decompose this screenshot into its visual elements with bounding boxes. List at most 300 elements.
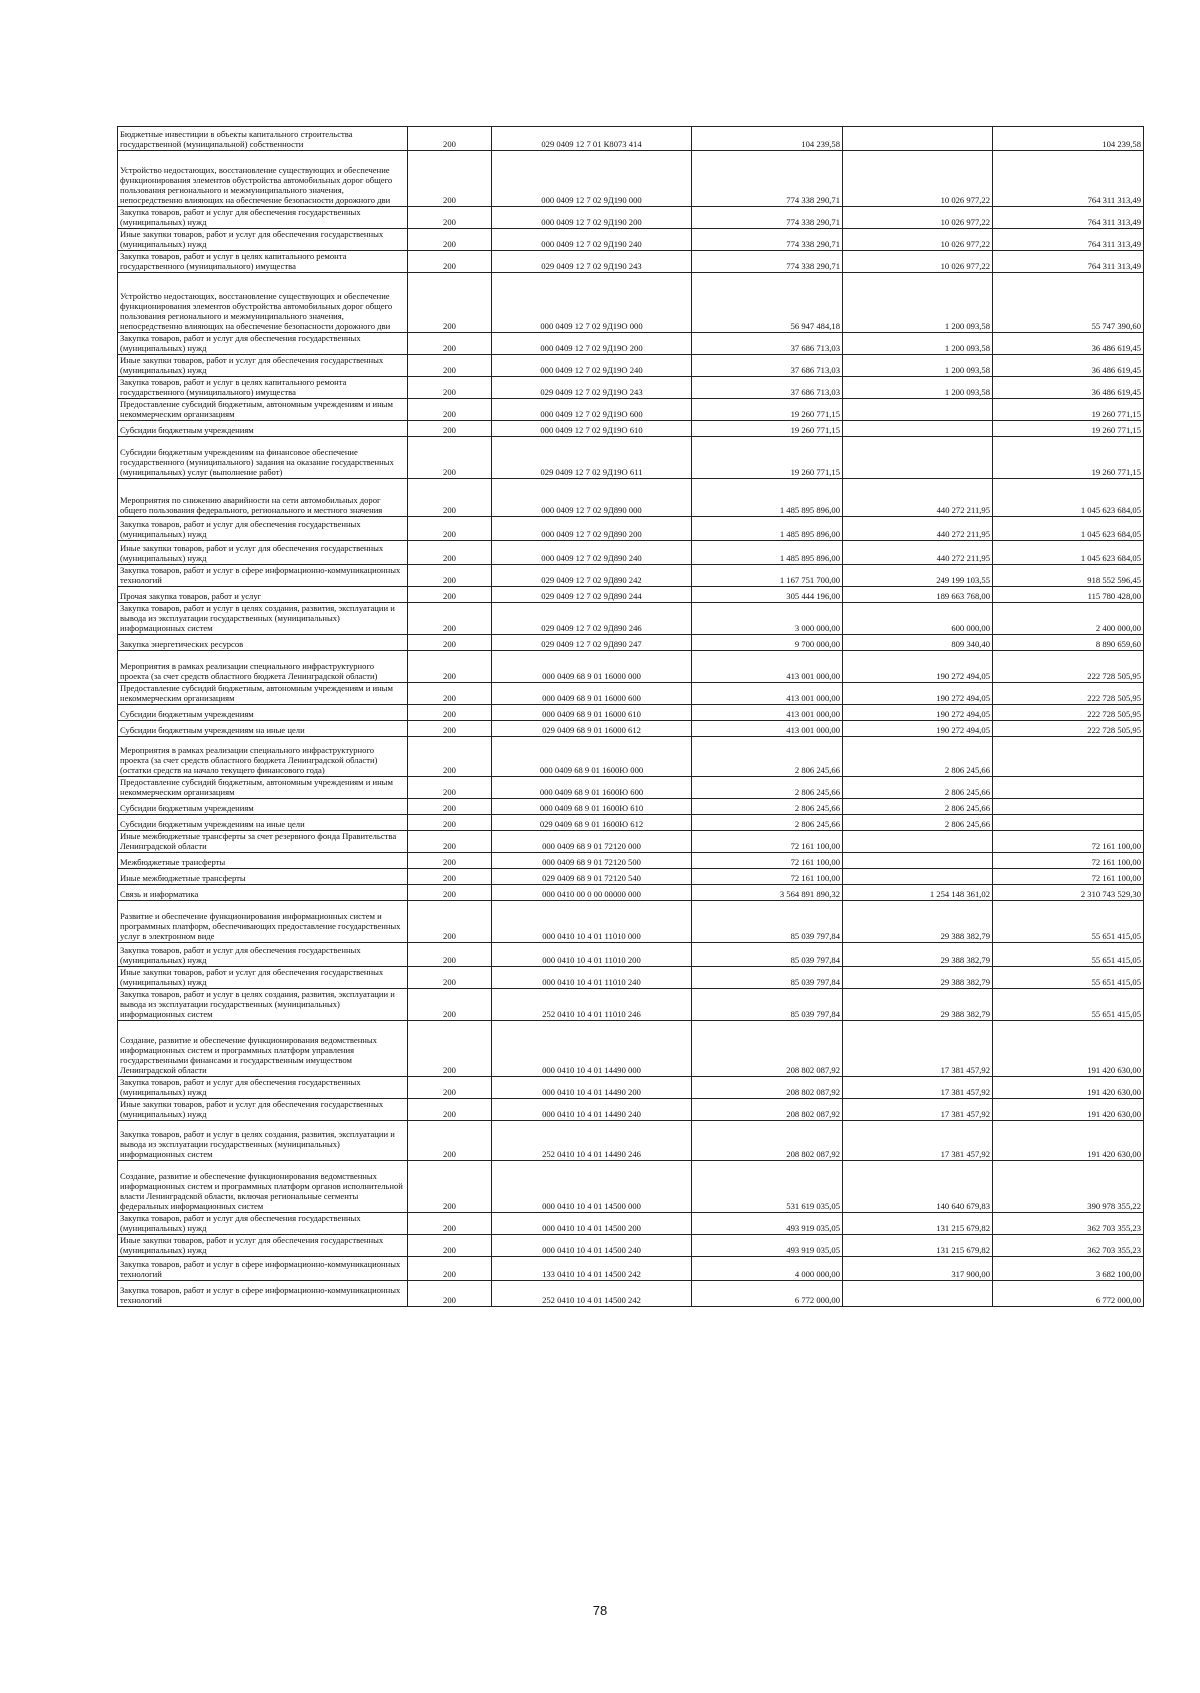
table-row: [118, 1235, 1144, 1257]
row-budget-code: 000 0409 12 7 02 9Д190 240: [492, 229, 692, 251]
row-name: Иные закупки товаров, работ и услуг для обеспечения государственных (муниципальных) нужд: [118, 355, 408, 377]
row-approved-amount: 2 806 245,66: [692, 799, 843, 815]
row-name: Закупка товаров, работ и услуг в целях создания, развития, эксплуатации и вывода из эксплуатации государственных (муниципальных) информационных систем: [118, 603, 408, 635]
table-row: [118, 273, 1144, 333]
row-line-code: 200: [408, 869, 492, 885]
table-row: [118, 1021, 1144, 1077]
row-approved-amount: 1 485 895 896,00: [692, 541, 843, 565]
table-row: [118, 587, 1144, 603]
row-budget-code: 000 0410 10 4 01 14500 240: [492, 1235, 692, 1257]
row-name: Субсидии бюджетным учреждениям: [118, 421, 408, 437]
row-name: Создание, развитие и обеспечение функционирования ведомственных информационных систем и программных платформ управления государственными финансами и государственным имуществом Ленинградской области: [118, 1021, 408, 1077]
row-executed-amount: 2 806 245,66: [843, 799, 993, 815]
row-line-code: 200: [408, 683, 492, 705]
row-executed-amount: 440 272 211,95: [843, 541, 993, 565]
row-budget-code: 000 0409 12 7 02 9Д190 000: [492, 151, 692, 207]
row-line-code: 200: [408, 967, 492, 989]
table-row: [118, 229, 1144, 251]
row-remaining-amount: 6 772 000,00: [993, 1281, 1144, 1307]
row-budget-code: 000 0409 68 9 01 72120 000: [492, 831, 692, 853]
row-approved-amount: 4 000 000,00: [692, 1257, 843, 1281]
row-name: Закупка товаров, работ и услуг в целях капитального ремонта государственного (муниципального) имущества: [118, 377, 408, 399]
row-executed-amount: 1 254 148 361,02: [843, 885, 993, 901]
table-row: [118, 437, 1144, 479]
table-row: [118, 479, 1144, 517]
row-name: Мероприятия в рамках реализации специального инфраструктурного проекта (за счет средств областного бюджета Ленинградской области): [118, 651, 408, 683]
table-row: [118, 333, 1144, 355]
row-remaining-amount: 72 161 100,00: [993, 831, 1144, 853]
row-name: Связь и информатика: [118, 885, 408, 901]
row-remaining-amount: 1 045 623 684,05: [993, 517, 1144, 541]
table-row: [118, 251, 1144, 273]
row-remaining-amount: 918 552 596,45: [993, 565, 1144, 587]
row-executed-amount: 317 900,00: [843, 1257, 993, 1281]
budget-execution-table: [117, 126, 1144, 1307]
row-line-code: 200: [408, 1121, 492, 1161]
row-remaining-amount: 19 260 771,15: [993, 437, 1144, 479]
row-approved-amount: 72 161 100,00: [692, 869, 843, 885]
row-remaining-amount: 55 651 415,05: [993, 989, 1144, 1021]
row-budget-code: 000 0410 00 0 00 00000 000: [492, 885, 692, 901]
row-name: Предоставление субсидий бюджетным, автономным учреждениям и иным некоммерческим организациям: [118, 399, 408, 421]
row-line-code: 200: [408, 151, 492, 207]
row-remaining-amount: 764 311 313,49: [993, 151, 1144, 207]
table-row: [118, 737, 1144, 777]
row-name: Иные межбюджетные трансферты: [118, 869, 408, 885]
row-approved-amount: 9 700 000,00: [692, 635, 843, 651]
row-budget-code: 000 0409 12 7 02 9Д890 200: [492, 517, 692, 541]
row-approved-amount: 774 338 290,71: [692, 151, 843, 207]
row-budget-code: 000 0410 10 4 01 11010 000: [492, 901, 692, 943]
row-line-code: 200: [408, 229, 492, 251]
table-row: [118, 683, 1144, 705]
row-name: Закупка товаров, работ и услуг для обеспечения государственных (муниципальных) нужд: [118, 517, 408, 541]
row-executed-amount: 131 215 679,82: [843, 1235, 993, 1257]
row-budget-code: 029 0409 68 9 01 1600Ю 612: [492, 815, 692, 831]
row-executed-amount: 29 388 382,79: [843, 901, 993, 943]
table-row: [118, 815, 1144, 831]
row-remaining-amount: 2 310 743 529,30: [993, 885, 1144, 901]
row-budget-code: 000 0409 68 9 01 72120 500: [492, 853, 692, 869]
row-name: Иные закупки товаров, работ и услуг для обеспечения государственных (муниципальных) нужд: [118, 229, 408, 251]
row-approved-amount: 774 338 290,71: [692, 251, 843, 273]
row-line-code: 200: [408, 1281, 492, 1307]
row-line-code: 200: [408, 377, 492, 399]
row-name: Иные закупки товаров, работ и услуг для обеспечения государственных (муниципальных) нужд: [118, 1235, 408, 1257]
row-name: Субсидии бюджетным учреждениям: [118, 799, 408, 815]
row-remaining-amount: 104 239,58: [993, 127, 1144, 151]
row-executed-amount: [843, 831, 993, 853]
row-executed-amount: 17 381 457,92: [843, 1021, 993, 1077]
row-approved-amount: 493 919 035,05: [692, 1213, 843, 1235]
row-remaining-amount: 222 728 505,95: [993, 705, 1144, 721]
table-row: [118, 705, 1144, 721]
table-row: [118, 799, 1144, 815]
row-budget-code: 000 0409 12 7 02 9Д19О 240: [492, 355, 692, 377]
row-remaining-amount: 191 420 630,00: [993, 1099, 1144, 1121]
row-line-code: 200: [408, 421, 492, 437]
row-approved-amount: 413 001 000,00: [692, 683, 843, 705]
row-executed-amount: 2 806 245,66: [843, 777, 993, 799]
row-executed-amount: 10 026 977,22: [843, 207, 993, 229]
row-budget-code: 000 0409 12 7 02 9Д19О 610: [492, 421, 692, 437]
row-executed-amount: [843, 1281, 993, 1307]
row-approved-amount: 208 802 087,92: [692, 1021, 843, 1077]
row-approved-amount: 413 001 000,00: [692, 651, 843, 683]
row-remaining-amount: 222 728 505,95: [993, 651, 1144, 683]
row-approved-amount: 19 260 771,15: [692, 399, 843, 421]
row-remaining-amount: 222 728 505,95: [993, 721, 1144, 737]
row-name: Предоставление субсидий бюджетным, автономным учреждениям и иным некоммерческим организациям: [118, 683, 408, 705]
row-executed-amount: 17 381 457,92: [843, 1077, 993, 1099]
row-budget-code: 252 0410 10 4 01 14490 246: [492, 1121, 692, 1161]
row-budget-code: 000 0410 10 4 01 14490 000: [492, 1021, 692, 1077]
row-line-code: 200: [408, 273, 492, 333]
row-executed-amount: 10 026 977,22: [843, 251, 993, 273]
row-budget-code: 000 0409 68 9 01 16000 000: [492, 651, 692, 683]
table-row: [118, 421, 1144, 437]
row-executed-amount: 190 272 494,05: [843, 651, 993, 683]
row-budget-code: 000 0409 12 7 02 9Д19О 600: [492, 399, 692, 421]
row-name: Иные закупки товаров, работ и услуг для обеспечения государственных (муниципальных) нужд: [118, 541, 408, 565]
row-remaining-amount: 36 486 619,45: [993, 377, 1144, 399]
row-executed-amount: 1 200 093,58: [843, 333, 993, 355]
row-remaining-amount: 55 651 415,05: [993, 901, 1144, 943]
row-approved-amount: 56 947 484,18: [692, 273, 843, 333]
row-remaining-amount: 55 651 415,05: [993, 943, 1144, 967]
row-remaining-amount: 1 045 623 684,05: [993, 479, 1144, 517]
row-executed-amount: 190 272 494,05: [843, 705, 993, 721]
row-name: Закупка товаров, работ и услуг в целях создания, развития, эксплуатации и вывода из эксплуатации государственных (муниципальных) информационных систем: [118, 1121, 408, 1161]
row-approved-amount: 3 000 000,00: [692, 603, 843, 635]
row-remaining-amount: 36 486 619,45: [993, 355, 1144, 377]
row-remaining-amount: 115 780 428,00: [993, 587, 1144, 603]
table-row: [118, 1121, 1144, 1161]
row-line-code: 200: [408, 885, 492, 901]
row-budget-code: 000 0409 68 9 01 16000 610: [492, 705, 692, 721]
row-line-code: 200: [408, 479, 492, 517]
row-approved-amount: 37 686 713,03: [692, 377, 843, 399]
row-approved-amount: 208 802 087,92: [692, 1077, 843, 1099]
table-row: [118, 355, 1144, 377]
row-budget-code: 000 0410 10 4 01 14490 240: [492, 1099, 692, 1121]
table-row: [118, 1213, 1144, 1235]
row-remaining-amount: 362 703 355,23: [993, 1213, 1144, 1235]
row-name: Развитие и обеспечение функционирования информационных систем и программных платформ, обеспечивающих предоставление государственных услуг в электронном виде: [118, 901, 408, 943]
row-name: Закупка товаров, работ и услуг для обеспечения государственных (муниципальных) нужд: [118, 1077, 408, 1099]
row-name: Межбюджетные трансферты: [118, 853, 408, 869]
row-budget-code: 029 0409 12 7 02 9Д890 244: [492, 587, 692, 603]
budget-table-body: [118, 127, 1144, 1307]
row-executed-amount: [843, 421, 993, 437]
row-line-code: 200: [408, 799, 492, 815]
row-line-code: 200: [408, 1021, 492, 1077]
row-remaining-amount: 764 311 313,49: [993, 251, 1144, 273]
row-remaining-amount: 764 311 313,49: [993, 207, 1144, 229]
table-row: [118, 207, 1144, 229]
row-line-code: 200: [408, 251, 492, 273]
row-name: Закупка товаров, работ и услуг в сфере информационно-коммуникационных технологий: [118, 1257, 408, 1281]
row-line-code: 200: [408, 635, 492, 651]
row-line-code: 200: [408, 1077, 492, 1099]
row-name: Иные закупки товаров, работ и услуг для обеспечения государственных (муниципальных) нужд: [118, 1099, 408, 1121]
row-approved-amount: 19 260 771,15: [692, 437, 843, 479]
row-approved-amount: 72 161 100,00: [692, 853, 843, 869]
row-line-code: 200: [408, 989, 492, 1021]
row-name: Устройство недостающих, восстановление существующих и обеспечение функционирования элементов обустройства автомобильных дорог общего пользования регионального и межмуниципального значения, непосредственно влияющих на обеспечение безопасности дорожного дви: [118, 151, 408, 207]
row-approved-amount: 37 686 713,03: [692, 333, 843, 355]
row-approved-amount: 2 806 245,66: [692, 777, 843, 799]
row-remaining-amount: [993, 737, 1144, 777]
row-approved-amount: 413 001 000,00: [692, 705, 843, 721]
row-remaining-amount: 191 420 630,00: [993, 1077, 1144, 1099]
row-line-code: 200: [408, 1235, 492, 1257]
row-name: Субсидии бюджетным учреждениям: [118, 705, 408, 721]
row-remaining-amount: 72 161 100,00: [993, 853, 1144, 869]
row-approved-amount: 1 167 751 700,00: [692, 565, 843, 587]
row-line-code: 200: [408, 815, 492, 831]
row-approved-amount: 2 806 245,66: [692, 815, 843, 831]
row-executed-amount: 10 026 977,22: [843, 229, 993, 251]
row-approved-amount: 1 485 895 896,00: [692, 479, 843, 517]
row-executed-amount: 189 663 768,00: [843, 587, 993, 603]
row-remaining-amount: 72 161 100,00: [993, 869, 1144, 885]
row-approved-amount: 104 239,58: [692, 127, 843, 151]
row-approved-amount: 37 686 713,03: [692, 355, 843, 377]
row-executed-amount: 140 640 679,83: [843, 1161, 993, 1213]
row-line-code: 200: [408, 1099, 492, 1121]
row-line-code: 200: [408, 333, 492, 355]
row-executed-amount: 1 200 093,58: [843, 273, 993, 333]
row-budget-code: 000 0410 10 4 01 11010 240: [492, 967, 692, 989]
row-budget-code: 252 0410 10 4 01 14500 242: [492, 1281, 692, 1307]
row-budget-code: 133 0410 10 4 01 14500 242: [492, 1257, 692, 1281]
table-row: [118, 635, 1144, 651]
row-approved-amount: 493 919 035,05: [692, 1235, 843, 1257]
row-approved-amount: 19 260 771,15: [692, 421, 843, 437]
row-budget-code: 000 0409 68 9 01 16000 600: [492, 683, 692, 705]
table-row: [118, 1161, 1144, 1213]
table-row: [118, 517, 1144, 541]
row-line-code: 200: [408, 853, 492, 869]
row-name: Иные закупки товаров, работ и услуг для обеспечения государственных (муниципальных) нужд: [118, 967, 408, 989]
row-line-code: 200: [408, 651, 492, 683]
row-executed-amount: 600 000,00: [843, 603, 993, 635]
row-remaining-amount: 2 400 000,00: [993, 603, 1144, 635]
row-name: Закупка товаров, работ и услуг в целях создания, развития, эксплуатации и вывода из эксплуатации государственных (муниципальных) информационных систем: [118, 989, 408, 1021]
row-name: Субсидии бюджетным учреждениям на иные цели: [118, 815, 408, 831]
row-executed-amount: 190 272 494,05: [843, 683, 993, 705]
row-name: Бюджетные инвестиции в объекты капитального строительства государственной (муниципальной) собственности: [118, 127, 408, 151]
row-name: Предоставление субсидий бюджетным, автономным учреждениям и иным некоммерческим организациям: [118, 777, 408, 799]
row-budget-code: 029 0409 12 7 02 9Д890 246: [492, 603, 692, 635]
row-name: Субсидии бюджетным учреждениям на финансовое обеспечение государственного (муниципального) задания на оказание государственных (муниципальных) услуг (выполнение работ): [118, 437, 408, 479]
row-executed-amount: 249 199 103,55: [843, 565, 993, 587]
row-budget-code: 000 0409 12 7 02 9Д190 200: [492, 207, 692, 229]
table-row: [118, 885, 1144, 901]
row-approved-amount: 531 619 035,05: [692, 1161, 843, 1213]
row-approved-amount: 85 039 797,84: [692, 901, 843, 943]
row-executed-amount: 2 806 245,66: [843, 815, 993, 831]
row-line-code: 200: [408, 517, 492, 541]
row-line-code: 200: [408, 603, 492, 635]
table-row: [118, 399, 1144, 421]
row-budget-code: 000 0409 68 9 01 1600Ю 000: [492, 737, 692, 777]
row-budget-code: 029 0409 12 7 02 9Д19О 243: [492, 377, 692, 399]
row-executed-amount: 10 026 977,22: [843, 151, 993, 207]
row-approved-amount: 85 039 797,84: [692, 967, 843, 989]
row-line-code: 200: [408, 437, 492, 479]
row-remaining-amount: 3 682 100,00: [993, 1257, 1144, 1281]
row-executed-amount: [843, 127, 993, 151]
row-executed-amount: [843, 853, 993, 869]
row-line-code: 200: [408, 705, 492, 721]
row-executed-amount: 1 200 093,58: [843, 355, 993, 377]
row-name: Мероприятия в рамках реализации специального инфраструктурного проекта (за счет средств областного бюджета Ленинградской области) (остатки средств на начало текущего финансового года): [118, 737, 408, 777]
row-budget-code: 000 0410 10 4 01 14500 200: [492, 1213, 692, 1235]
table-row: [118, 603, 1144, 635]
row-budget-code: 029 0409 68 9 01 72120 540: [492, 869, 692, 885]
row-remaining-amount: [993, 799, 1144, 815]
row-remaining-amount: 55 651 415,05: [993, 967, 1144, 989]
row-name: Прочая закупка товаров, работ и услуг: [118, 587, 408, 603]
row-name: Мероприятия по снижению аварийности на сети автомобильных дорог общего пользования федерального, регионального и местного значения: [118, 479, 408, 517]
row-executed-amount: 440 272 211,95: [843, 479, 993, 517]
row-budget-code: 000 0409 68 9 01 1600Ю 600: [492, 777, 692, 799]
page-number: 78: [592, 1603, 608, 1618]
row-approved-amount: 1 485 895 896,00: [692, 517, 843, 541]
row-budget-code: 000 0410 10 4 01 14490 200: [492, 1077, 692, 1099]
row-executed-amount: 29 388 382,79: [843, 943, 993, 967]
row-line-code: 200: [408, 587, 492, 603]
row-line-code: 200: [408, 565, 492, 587]
row-remaining-amount: 19 260 771,15: [993, 399, 1144, 421]
row-line-code: 200: [408, 831, 492, 853]
row-name: Создание, развитие и обеспечение функционирования ведомственных информационных систем и программных платформ органов исполнительной власти Ленинградской области, включая региональные сегменты федеральных информационных систем: [118, 1161, 408, 1213]
table-row: [118, 989, 1144, 1021]
row-name: Устройство недостающих, восстановление существующих и обеспечение функционирования элементов обустройства автомобильных дорог общего пользования регионального и межмуниципального значения, непосредственно влияющих на обеспечение безопасности дорожного дви: [118, 273, 408, 333]
table-row: [118, 853, 1144, 869]
table-row: [118, 565, 1144, 587]
row-line-code: 200: [408, 777, 492, 799]
row-executed-amount: 1 200 093,58: [843, 377, 993, 399]
row-approved-amount: 413 001 000,00: [692, 721, 843, 737]
table-row: [118, 943, 1144, 967]
row-line-code: 200: [408, 355, 492, 377]
row-remaining-amount: 390 978 355,22: [993, 1161, 1144, 1213]
row-remaining-amount: 362 703 355,23: [993, 1235, 1144, 1257]
row-executed-amount: [843, 399, 993, 421]
row-approved-amount: 208 802 087,92: [692, 1121, 843, 1161]
row-remaining-amount: 8 890 659,60: [993, 635, 1144, 651]
row-approved-amount: 85 039 797,84: [692, 943, 843, 967]
table-row: [118, 967, 1144, 989]
row-executed-amount: [843, 437, 993, 479]
row-budget-code: 000 0410 10 4 01 11010 200: [492, 943, 692, 967]
row-remaining-amount: [993, 815, 1144, 831]
row-executed-amount: [843, 869, 993, 885]
row-budget-code: 000 0409 12 7 02 9Д19О 000: [492, 273, 692, 333]
row-remaining-amount: 55 747 390,60: [993, 273, 1144, 333]
row-budget-code: 029 0409 12 7 02 9Д890 247: [492, 635, 692, 651]
table-row: [118, 1257, 1144, 1281]
row-budget-code: 029 0409 68 9 01 16000 612: [492, 721, 692, 737]
table-row: [118, 831, 1144, 853]
row-line-code: 200: [408, 541, 492, 565]
table-row: [118, 1281, 1144, 1307]
row-budget-code: 029 0409 12 7 01 К8073 414: [492, 127, 692, 151]
row-remaining-amount: 36 486 619,45: [993, 333, 1144, 355]
row-executed-amount: 131 215 679,82: [843, 1213, 993, 1235]
table-row: [118, 901, 1144, 943]
row-approved-amount: 85 039 797,84: [692, 989, 843, 1021]
row-name: Закупка товаров, работ и услуг для обеспечения государственных (муниципальных) нужд: [118, 943, 408, 967]
row-executed-amount: 17 381 457,92: [843, 1099, 993, 1121]
table-row: [118, 127, 1144, 151]
row-name: Закупка товаров, работ и услуг для обеспечения государственных (муниципальных) нужд: [118, 1213, 408, 1235]
row-budget-code: 029 0409 12 7 02 9Д890 242: [492, 565, 692, 587]
row-executed-amount: 190 272 494,05: [843, 721, 993, 737]
row-approved-amount: 2 806 245,66: [692, 737, 843, 777]
row-line-code: 200: [408, 721, 492, 737]
row-remaining-amount: [993, 777, 1144, 799]
table-row: [118, 1077, 1144, 1099]
row-budget-code: 000 0410 10 4 01 14500 000: [492, 1161, 692, 1213]
row-line-code: 200: [408, 901, 492, 943]
row-executed-amount: 440 272 211,95: [843, 517, 993, 541]
row-name: Закупка товаров, работ и услуг в сфере информационно-коммуникационных технологий: [118, 565, 408, 587]
table-row: [118, 651, 1144, 683]
row-remaining-amount: 191 420 630,00: [993, 1121, 1144, 1161]
row-executed-amount: 29 388 382,79: [843, 967, 993, 989]
row-line-code: 200: [408, 943, 492, 967]
row-name: Иные межбюджетные трансферты за счет резервного фонда Правительства Ленинградской области: [118, 831, 408, 853]
row-line-code: 200: [408, 737, 492, 777]
row-budget-code: 029 0409 12 7 02 9Д190 243: [492, 251, 692, 273]
table-row: [118, 721, 1144, 737]
row-budget-code: 252 0410 10 4 01 11010 246: [492, 989, 692, 1021]
row-approved-amount: 3 564 891 890,32: [692, 885, 843, 901]
row-line-code: 200: [408, 1213, 492, 1235]
row-executed-amount: 809 340,40: [843, 635, 993, 651]
table-row: [118, 377, 1144, 399]
row-budget-code: 000 0409 12 7 02 9Д890 000: [492, 479, 692, 517]
row-approved-amount: 6 772 000,00: [692, 1281, 843, 1307]
row-name: Закупка товаров, работ и услуг для обеспечения государственных (муниципальных) нужд: [118, 333, 408, 355]
row-approved-amount: 774 338 290,71: [692, 229, 843, 251]
table-row: [118, 541, 1144, 565]
row-remaining-amount: 764 311 313,49: [993, 229, 1144, 251]
table-row: [118, 869, 1144, 885]
table-row: [118, 1099, 1144, 1121]
table-row: [118, 777, 1144, 799]
row-remaining-amount: 191 420 630,00: [993, 1021, 1144, 1077]
row-line-code: 200: [408, 1161, 492, 1213]
row-budget-code: 000 0409 68 9 01 1600Ю 610: [492, 799, 692, 815]
row-line-code: 200: [408, 399, 492, 421]
row-remaining-amount: 19 260 771,15: [993, 421, 1144, 437]
row-approved-amount: 208 802 087,92: [692, 1099, 843, 1121]
row-remaining-amount: 222 728 505,95: [993, 683, 1144, 705]
row-budget-code: 029 0409 12 7 02 9Д19О 611: [492, 437, 692, 479]
row-approved-amount: 774 338 290,71: [692, 207, 843, 229]
row-executed-amount: 2 806 245,66: [843, 737, 993, 777]
row-budget-code: 000 0409 12 7 02 9Д19О 200: [492, 333, 692, 355]
row-remaining-amount: 1 045 623 684,05: [993, 541, 1144, 565]
row-line-code: 200: [408, 207, 492, 229]
row-name: Закупка товаров, работ и услуг для обеспечения государственных (муниципальных) нужд: [118, 207, 408, 229]
row-executed-amount: 17 381 457,92: [843, 1121, 993, 1161]
